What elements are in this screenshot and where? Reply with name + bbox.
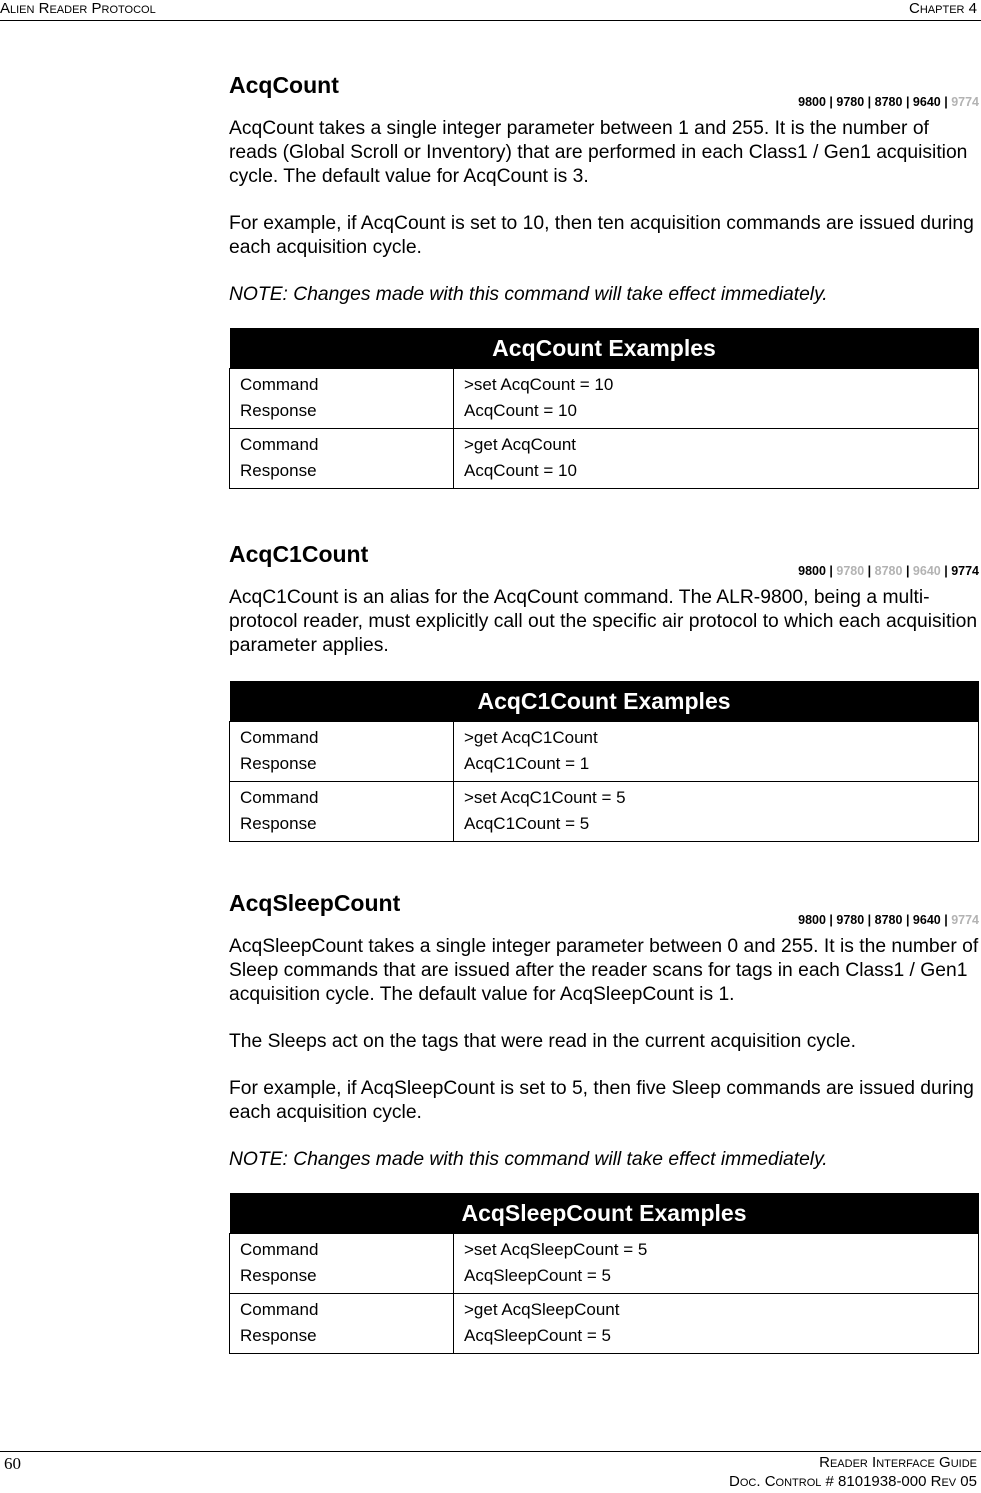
page-header [0,0,981,21]
label-cell [230,722,454,782]
examples-table [229,1193,979,1354]
section-acqc1count [229,541,979,842]
response-text: AcqC1Count = 5 [464,814,590,833]
value-cell [454,429,979,489]
command-label: Command [240,375,319,394]
model-list [229,95,979,109]
model-9800: 9800 [798,95,826,109]
paragraph: AcqCount takes a single integer parameter between 1 and 255. It is the number of reads (Global Scroll or Inventory) that are performed in each Class1 / Gen1 acquisition cycle. The default value for AcqCount is 3. [229,118,968,187]
command-text: >get AcqC1Count [464,728,598,747]
model-separator: | [902,564,913,578]
command-label: Command [240,1300,319,1319]
response-text: AcqC1Count = 1 [464,754,590,773]
table-title: AcqC1Count Examples [230,681,979,722]
model-8780: 8780 [874,913,903,927]
model-separator: | [864,95,875,109]
response-label: Response [240,814,317,833]
note: NOTE: Changes made with this command will take effect immediately. [229,1149,828,1170]
value-cell [454,722,979,782]
paragraph: For example, if AcqCount is set to 10, then ten acquisition commands are issued during each acquisition cycle. [229,213,974,258]
model-separator: | [825,95,837,109]
paragraph: The Sleeps act on the tags that were read in the current acquisition cycle. [229,1031,856,1052]
label-cell [230,1294,454,1354]
command-label: Command [240,728,319,747]
table-row [230,722,979,782]
value-cell [454,782,979,842]
label-cell [230,1234,454,1294]
value-cell [454,1234,979,1294]
page-number: 60 [4,1454,21,1473]
model-9800: 9800 [798,913,826,927]
model-9640: 9640 [912,95,941,109]
response-label: Response [240,1326,317,1345]
model-separator: | [825,913,837,927]
table-row [230,429,979,489]
model-9780: 9780 [836,95,865,109]
model-9780: 9780 [836,564,865,578]
response-text: AcqCount = 10 [464,461,577,480]
table-row [230,1294,979,1354]
model-separator: | [902,913,913,927]
footer-guide-title: Reader Interface Guide [819,1454,977,1471]
model-9640: 9640 [912,913,941,927]
section-acqsleepcount [229,890,979,1354]
response-label: Response [240,754,317,773]
response-label: Response [240,461,317,480]
model-9780: 9780 [836,913,865,927]
table-row [230,1234,979,1294]
model-separator: | [864,564,875,578]
paragraph: For example, if AcqSleepCount is set to 5, then five Sleep commands are issued during each acquisition cycle. [229,1078,974,1123]
model-9640: 9640 [912,564,941,578]
footer-doc-control: Doc. Control # 8101938-000 Rev 05 [729,1473,977,1490]
model-separator: | [864,913,875,927]
response-label: Response [240,401,317,420]
table-row [230,782,979,842]
model-9774: 9774 [951,913,979,927]
page-footer [0,1451,981,1493]
model-separator: | [902,95,913,109]
examples-table [229,681,979,842]
label-cell [230,782,454,842]
label-cell [230,429,454,489]
command-label: Command [240,788,319,807]
section-title: AcqCount [229,72,339,98]
table-title: AcqSleepCount Examples [230,1193,979,1234]
table-title: AcqCount Examples [230,328,979,369]
section-title: AcqSleepCount [229,890,401,916]
model-separator: | [825,564,837,578]
model-separator: | [940,95,952,109]
command-label: Command [240,435,319,454]
section-title: AcqC1Count [229,541,369,567]
note: NOTE: Changes made with this command will take effect immediately. [229,284,828,305]
response-text: AcqCount = 10 [464,401,577,420]
command-text: >set AcqSleepCount = 5 [464,1240,648,1259]
value-cell [454,1294,979,1354]
label-cell [230,369,454,429]
model-separator: | [940,564,952,578]
command-label: Command [240,1240,319,1259]
paragraph: AcqC1Count is an alias for the AcqCount command. The ALR-9800, being a multi-protocol reader, must explicitly call out the specific air protocol to which each acquisition parameter applies. [229,587,978,656]
model-9774: 9774 [951,95,979,109]
command-text: >get AcqSleepCount [464,1300,620,1319]
model-8780: 8780 [874,95,903,109]
value-cell [454,369,979,429]
section-acqcount [229,72,979,489]
header-chapter: Chapter 4 [909,0,977,17]
command-text: >set AcqC1Count = 5 [464,788,626,807]
paragraph: AcqSleepCount takes a single integer parameter between 0 and 255. It is the number of Sleep commands that are issued after the reader scans for tags in each Class1 / Gen1 acquisition cycle. The default value for AcqSleepCount is 1. [229,936,979,1005]
response-label: Response [240,1266,317,1285]
table-row [230,369,979,429]
response-text: AcqSleepCount = 5 [464,1326,611,1345]
response-text: AcqSleepCount = 5 [464,1266,611,1285]
model-9800: 9800 [798,564,826,578]
examples-table [229,328,979,489]
model-8780: 8780 [874,564,903,578]
command-text: >get AcqCount [464,435,577,454]
model-separator: | [940,913,952,927]
command-text: >set AcqCount = 10 [464,375,614,394]
model-9774: 9774 [951,564,979,578]
header-title: Alien Reader Protocol [0,0,156,17]
